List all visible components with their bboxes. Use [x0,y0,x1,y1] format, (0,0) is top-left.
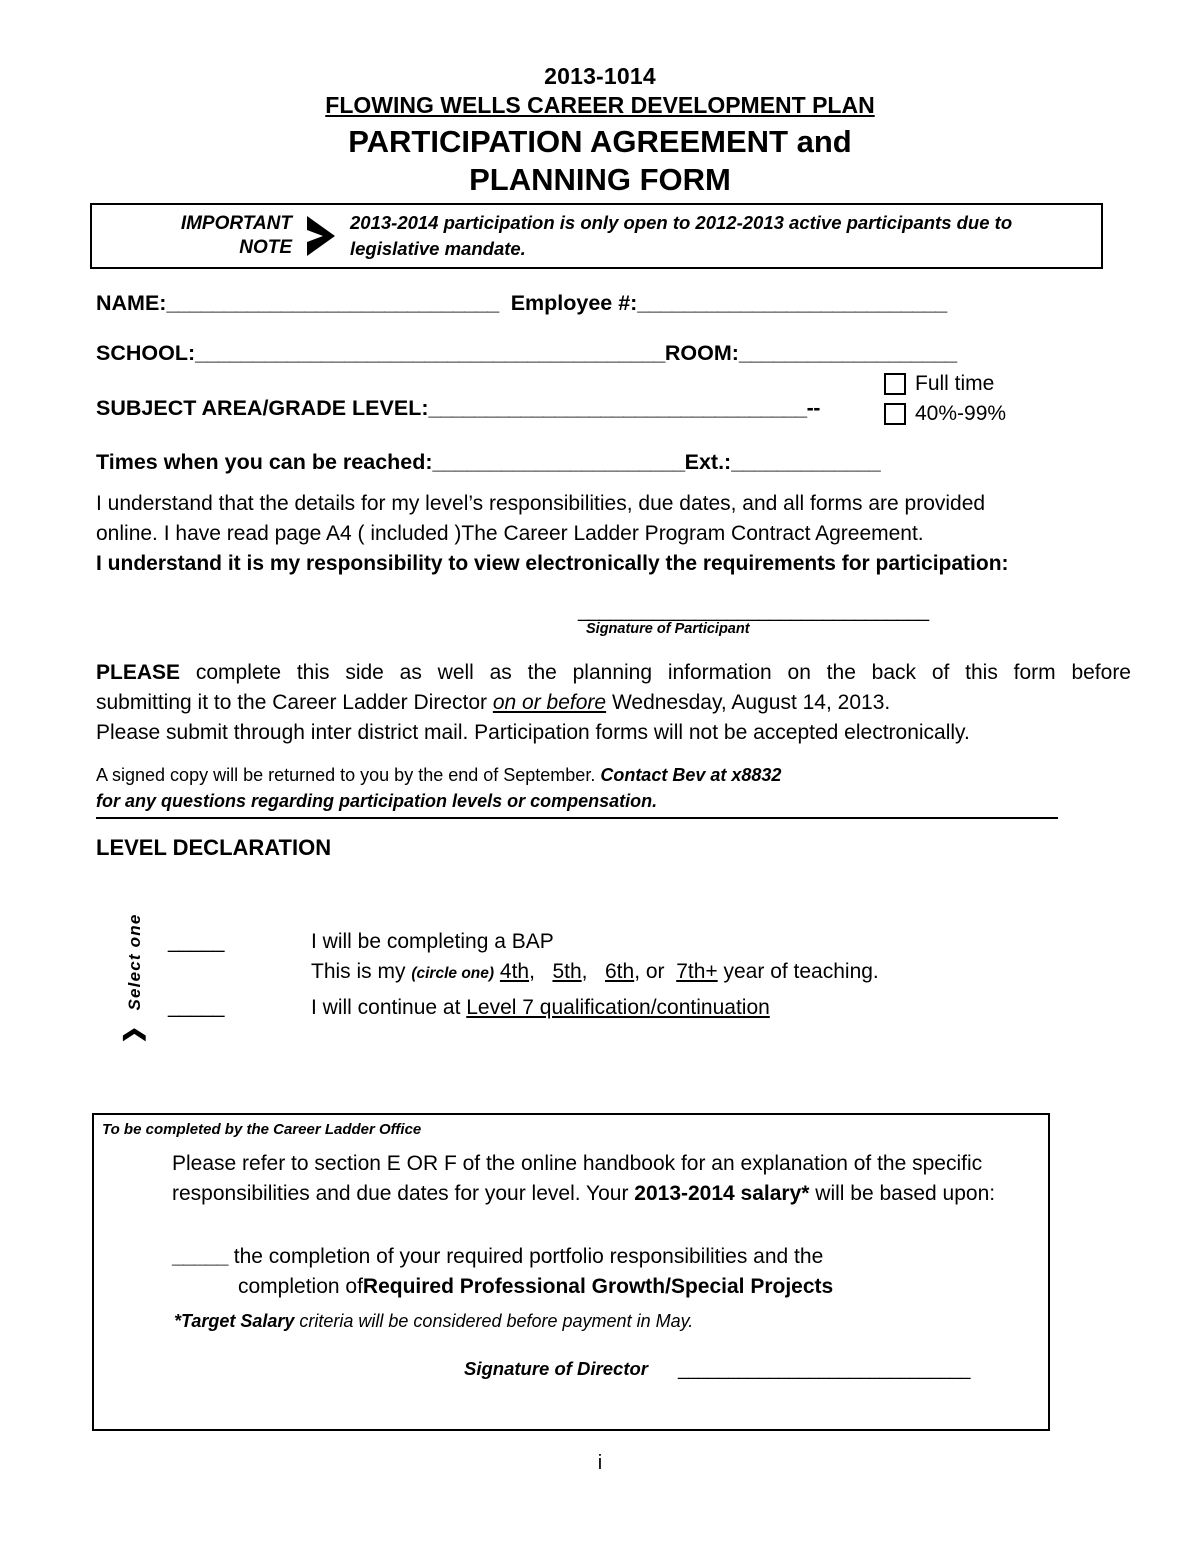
level-option-1-blank[interactable]: _____ [168,930,224,953]
understanding-line-1: I understand that the details for my level’s responsibilities, due dates, and all forms are provided [96,492,986,515]
section-divider [96,817,1058,819]
circle-one-instruction: (circle one) [411,965,495,983]
name-field-row [96,291,947,316]
please-line-2-b: Wednesday, August 14, 2013. [606,690,891,714]
extension-input-blank[interactable]: _____________ [731,450,881,474]
target-salary-rest: criteria will be considered before payment in May. [294,1311,694,1331]
school-field-row [96,341,957,366]
important-note-box [90,203,1103,269]
participant-signature-caption: Signature of Participant [586,621,750,637]
level-option-1-text [311,927,879,987]
office-para1-b: will be based upon: [809,1182,996,1206]
important-note-text: 2013-2014 participation is only open to 2012-2013 active participants due to legislative mandate. [350,211,1013,259]
signed-copy-normal-text: A signed copy will be returned to you by the end of September. [96,765,601,785]
school-input-blank[interactable]: _________________________________________ [195,341,665,365]
room-label: ROOM: [664,341,739,365]
understanding-line-2: online. I have read page A4 ( included )The Career Ladder Program Contract Agreement. [96,521,924,545]
contact-bev-text: Contact Bev at x8832 [600,765,782,785]
please-line-2 [96,688,1131,718]
career-ladder-office-box [92,1113,1050,1431]
office-box-paragraph-1 [172,1149,1022,1209]
director-signature-label: Signature of Director [464,1358,648,1379]
level-option-2-text [311,993,770,1023]
chevron-right-icon [296,214,344,258]
year-choice-5th[interactable]: 5th [552,960,582,984]
page-number: i [597,1452,603,1474]
arrow-down-icon: ❯ [120,1025,145,1044]
times-reached-label: Times when you can be reached: [96,450,433,474]
please-line-3: Please submit through inter district mail. Participation forms will not be accepted electronically. [96,720,970,744]
please-line-1-rest: complete this side as well as the planning information on the back of this form before [180,661,1131,684]
level-option-1-line-2: This is my (circle one) 4th, 5th, 6th, or 7th+ year of teaching. [311,960,879,984]
please-paragraph [96,658,1131,747]
signed-copy-line-1 [96,763,1106,789]
times-reached-input-blank[interactable]: ______________________ [432,450,685,474]
level-option-1-line-1: I will be completing a BAP [311,930,554,953]
signed-copy-line-2: for any questions regarding participation levels or compensation. [96,790,658,811]
subject-area-label: SUBJECT AREA/GRADE LEVEL: [96,396,429,420]
checkbox-row-full-time[interactable] [884,370,1006,398]
office-box-paragraph-3 [174,1311,693,1332]
understanding-paragraph [96,489,1104,578]
office-para2-b: completion of [238,1275,363,1299]
subject-area-input-blank[interactable]: _________________________________-- [428,396,820,420]
employee-number-label: Employee #: [510,291,638,315]
level-declaration-title: LEVEL DECLARATION [96,835,332,860]
office-box-paragraph-2 [172,1242,1032,1302]
name-input-blank[interactable]: _____________________________ [166,291,499,315]
director-signature-block [464,1358,1024,1381]
office-para2-a: the completion of your required portfolio responsibilities and the [227,1245,824,1268]
office-box-caption: To be completed by the Career Ladder Office [102,1121,422,1138]
employment-status-checkbox-group [884,370,1006,430]
office-completion-blank[interactable]: _____ [172,1245,228,1268]
document-title-line2: PLANNING FORM [469,162,731,198]
subject-area-field-row [96,396,820,421]
year-choice-4th[interactable]: 4th [499,960,530,984]
please-line-1 [96,658,1131,688]
checkbox-partial-time[interactable] [884,403,906,425]
salary-bold-text: 2013-2014 salary* [634,1182,810,1206]
employee-number-input-blank[interactable]: ___________________________ [637,291,947,315]
checkbox-label-partial-time: 40%-99% [915,402,1007,425]
checkbox-label-full-time: Full time [915,372,995,395]
level-option-1-suffix: year of teaching. [717,960,879,984]
please-line-2-a: submitting it to the Career Ladder Director [96,690,493,714]
level-option-2-prefix: I will continue at [311,996,467,1019]
important-note-label [92,212,296,261]
year-choice-7th-plus[interactable]: 7th+ [676,960,718,984]
level-option-1-prefix: This is my [311,960,412,984]
please-bold-lead: PLEASE [96,661,181,684]
organization-title: FLOWING WELLS CAREER DEVELOPMENT PLAN [325,91,875,118]
office-para2-line-2 [172,1272,1032,1302]
important-note-label-line1: IMPORTANT [180,212,292,234]
document-title-line1: PARTICIPATION AGREEMENT and [348,124,852,160]
target-salary-bold: *Target Salary [174,1311,295,1331]
director-signature-line[interactable]: _____________________________ [678,1359,970,1380]
level-7-qualification-link: Level 7 qualification/continuation [466,996,770,1019]
required-professional-growth-text: Required Professional Growth/Special Projects [362,1275,834,1299]
level-option-2-blank[interactable]: _____ [168,995,224,1018]
school-label: SCHOOL: [96,341,196,365]
checkbox-row-partial[interactable] [884,400,1006,428]
participant-signature-block [578,600,998,637]
office-para1-a: Please refer to section E OR F of the online handbook for an explanation of the specific responsibilities and due dates for your level. Your [172,1152,983,1206]
extension-label: Ext.: [684,450,732,474]
important-note-label-line2: NOTE [239,237,292,258]
checkbox-full-time[interactable] [884,373,906,395]
select-one-label: Select one [125,913,144,1011]
room-input-blank[interactable]: ___________________ [738,341,957,365]
participant-signature-line[interactable]: _________________________________ [578,600,929,622]
name-label: NAME: [96,291,167,315]
times-reached-field-row [96,450,880,475]
understanding-line-3: I understand it is my responsibility to view electronically the requirements for participation: [96,551,1009,575]
select-one-indicator [118,912,152,1042]
document-header [0,64,1200,199]
signed-copy-paragraph [96,763,1106,815]
page-footer [0,1452,1200,1475]
please-on-or-before: on or before [492,690,607,714]
year-choice-6th[interactable]: 6th [604,960,635,984]
document-code: 2013-1014 [544,63,656,89]
